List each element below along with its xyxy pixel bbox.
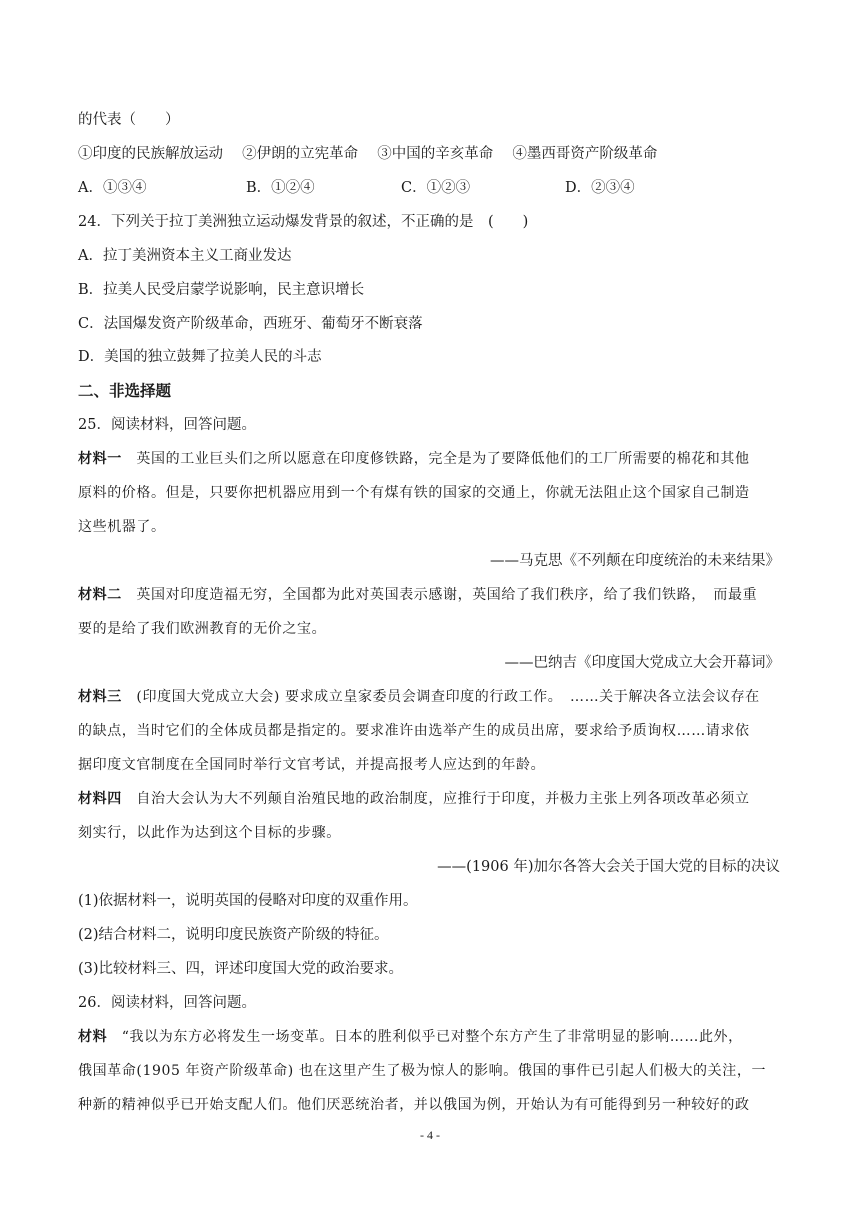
q24-option-b: B．拉美人民受启蒙学说影响，民主意识增长	[78, 282, 365, 298]
q25-material-4-line-1: 材料四 自治大会认为大不列颠自治殖民地的政治制度，应推行于印度，并极力主张上列各项改革必须立	[78, 791, 750, 807]
q25-material-2-line-1: 材料二 英国对印度造福无穷，全国都为此对英国表示感谢，英国给了我们秩序，给了我们铁路， 而最重	[78, 587, 758, 603]
q23-option-d: D．②③④	[565, 180, 635, 196]
q23-stem-continuation: 的代表（ ）	[78, 112, 180, 128]
q24-option-c: C．法国爆发资产阶级革命，西班牙、葡萄牙不断衰落	[78, 316, 423, 332]
q25-material-1-line-1: 材料一 英国的工业巨头们之所以愿意在印度修铁路，完全是为了要降低他们的工厂所需要的棉花和其他	[78, 451, 750, 467]
q23-items: ①印度的民族解放运动 ②伊朗的立宪革命 ③中国的辛亥革命 ④墨西哥资产阶级革命	[78, 146, 658, 162]
q24-option-d: D．美国的独立鼓舞了拉美人民的斗志	[78, 349, 322, 365]
q26-stem: 26．阅读材料，回答问题。	[78, 995, 256, 1011]
material-label: 材料三	[78, 689, 122, 705]
q25-material-2-line-2: 要的是给了我们欧洲教育的无价之宝。	[78, 621, 327, 637]
q24-option-a: A．拉丁美洲资本主义工商业发达	[78, 248, 292, 264]
q25-material-3-line-1: 材料三 (印度国大党成立大会) 要求成立皇家委员会调查印度的行政工作。 ……关于解决各立法会议存在	[78, 689, 760, 705]
q26-material-line-1: 材料 “我以为东方必将发生一场变革。日本的胜利似乎已对整个东方产生了非常明显的影响……此外，	[78, 1029, 743, 1045]
q25-subquestion-1: (1)依据材料一，说明英国的侵略对印度的双重作用。	[78, 893, 418, 909]
q25-stem: 25．阅读材料，回答问题。	[78, 417, 256, 433]
material-label: 材料四	[78, 791, 122, 807]
q25-material-4-source: ——(1906 年)加尔各答大会关于国大党的目标的决议	[437, 859, 780, 875]
material-label: 材料	[78, 1029, 108, 1045]
material-label: 材料一	[78, 451, 122, 467]
q26-material-line-2: 俄国革命(1905 年资产阶级革命) 也在这里产生了极为惊人的影响。俄国的事件已引起人们极大的关注，一	[78, 1063, 767, 1079]
page-number: - 4 -	[420, 1128, 440, 1142]
q24-stem: 24．下列关于拉丁美洲独立运动爆发背景的叙述，不正确的是 ( )	[78, 214, 529, 230]
q23-option-a: A．①③④	[78, 180, 147, 196]
q25-material-4-line-2: 刻实行，以此作为达到这个目标的步骤。	[78, 825, 341, 841]
q25-material-3-line-3: 据印度文官制度在全国同时举行文官考试，并提高报考人应达到的年龄。	[78, 757, 546, 773]
q25-material-1-source: ——马克思《不列颠在印度统治的未来结果》	[490, 553, 780, 569]
material-label: 材料二	[78, 587, 122, 603]
q25-material-1-line-2: 原料的价格。但是，只要你把机器应用到一个有煤有铁的国家的交通上，你就无法阻止这个国家自己制造	[78, 485, 750, 501]
q25-subquestion-3: (3)比较材料三、四，评述印度国大党的政治要求。	[78, 961, 404, 977]
q25-material-2-source: ——巴纳吉《印度国大党成立大会开幕词》	[504, 655, 780, 671]
q25-material-3-line-2: 的缺点，当时它们的全体成员都是指定的。要求准许由选举产生的成员出席，要求给予质询权……请求依	[78, 723, 750, 739]
q23-option-b: B．①②④	[246, 180, 315, 196]
q23-option-c: C．①②③	[401, 180, 471, 196]
q26-material-line-3: 种新的精神似乎已开始支配人们。他们厌恶统治者，并以俄国为例，开始认为有可能得到另一种较好的政	[78, 1097, 750, 1113]
q25-subquestion-2: (2)结合材料二，说明印度民族资产阶级的特征。	[78, 927, 389, 943]
section-heading: 二、非选择题	[78, 382, 172, 400]
q25-material-1-line-3: 这些机器了。	[78, 519, 166, 535]
